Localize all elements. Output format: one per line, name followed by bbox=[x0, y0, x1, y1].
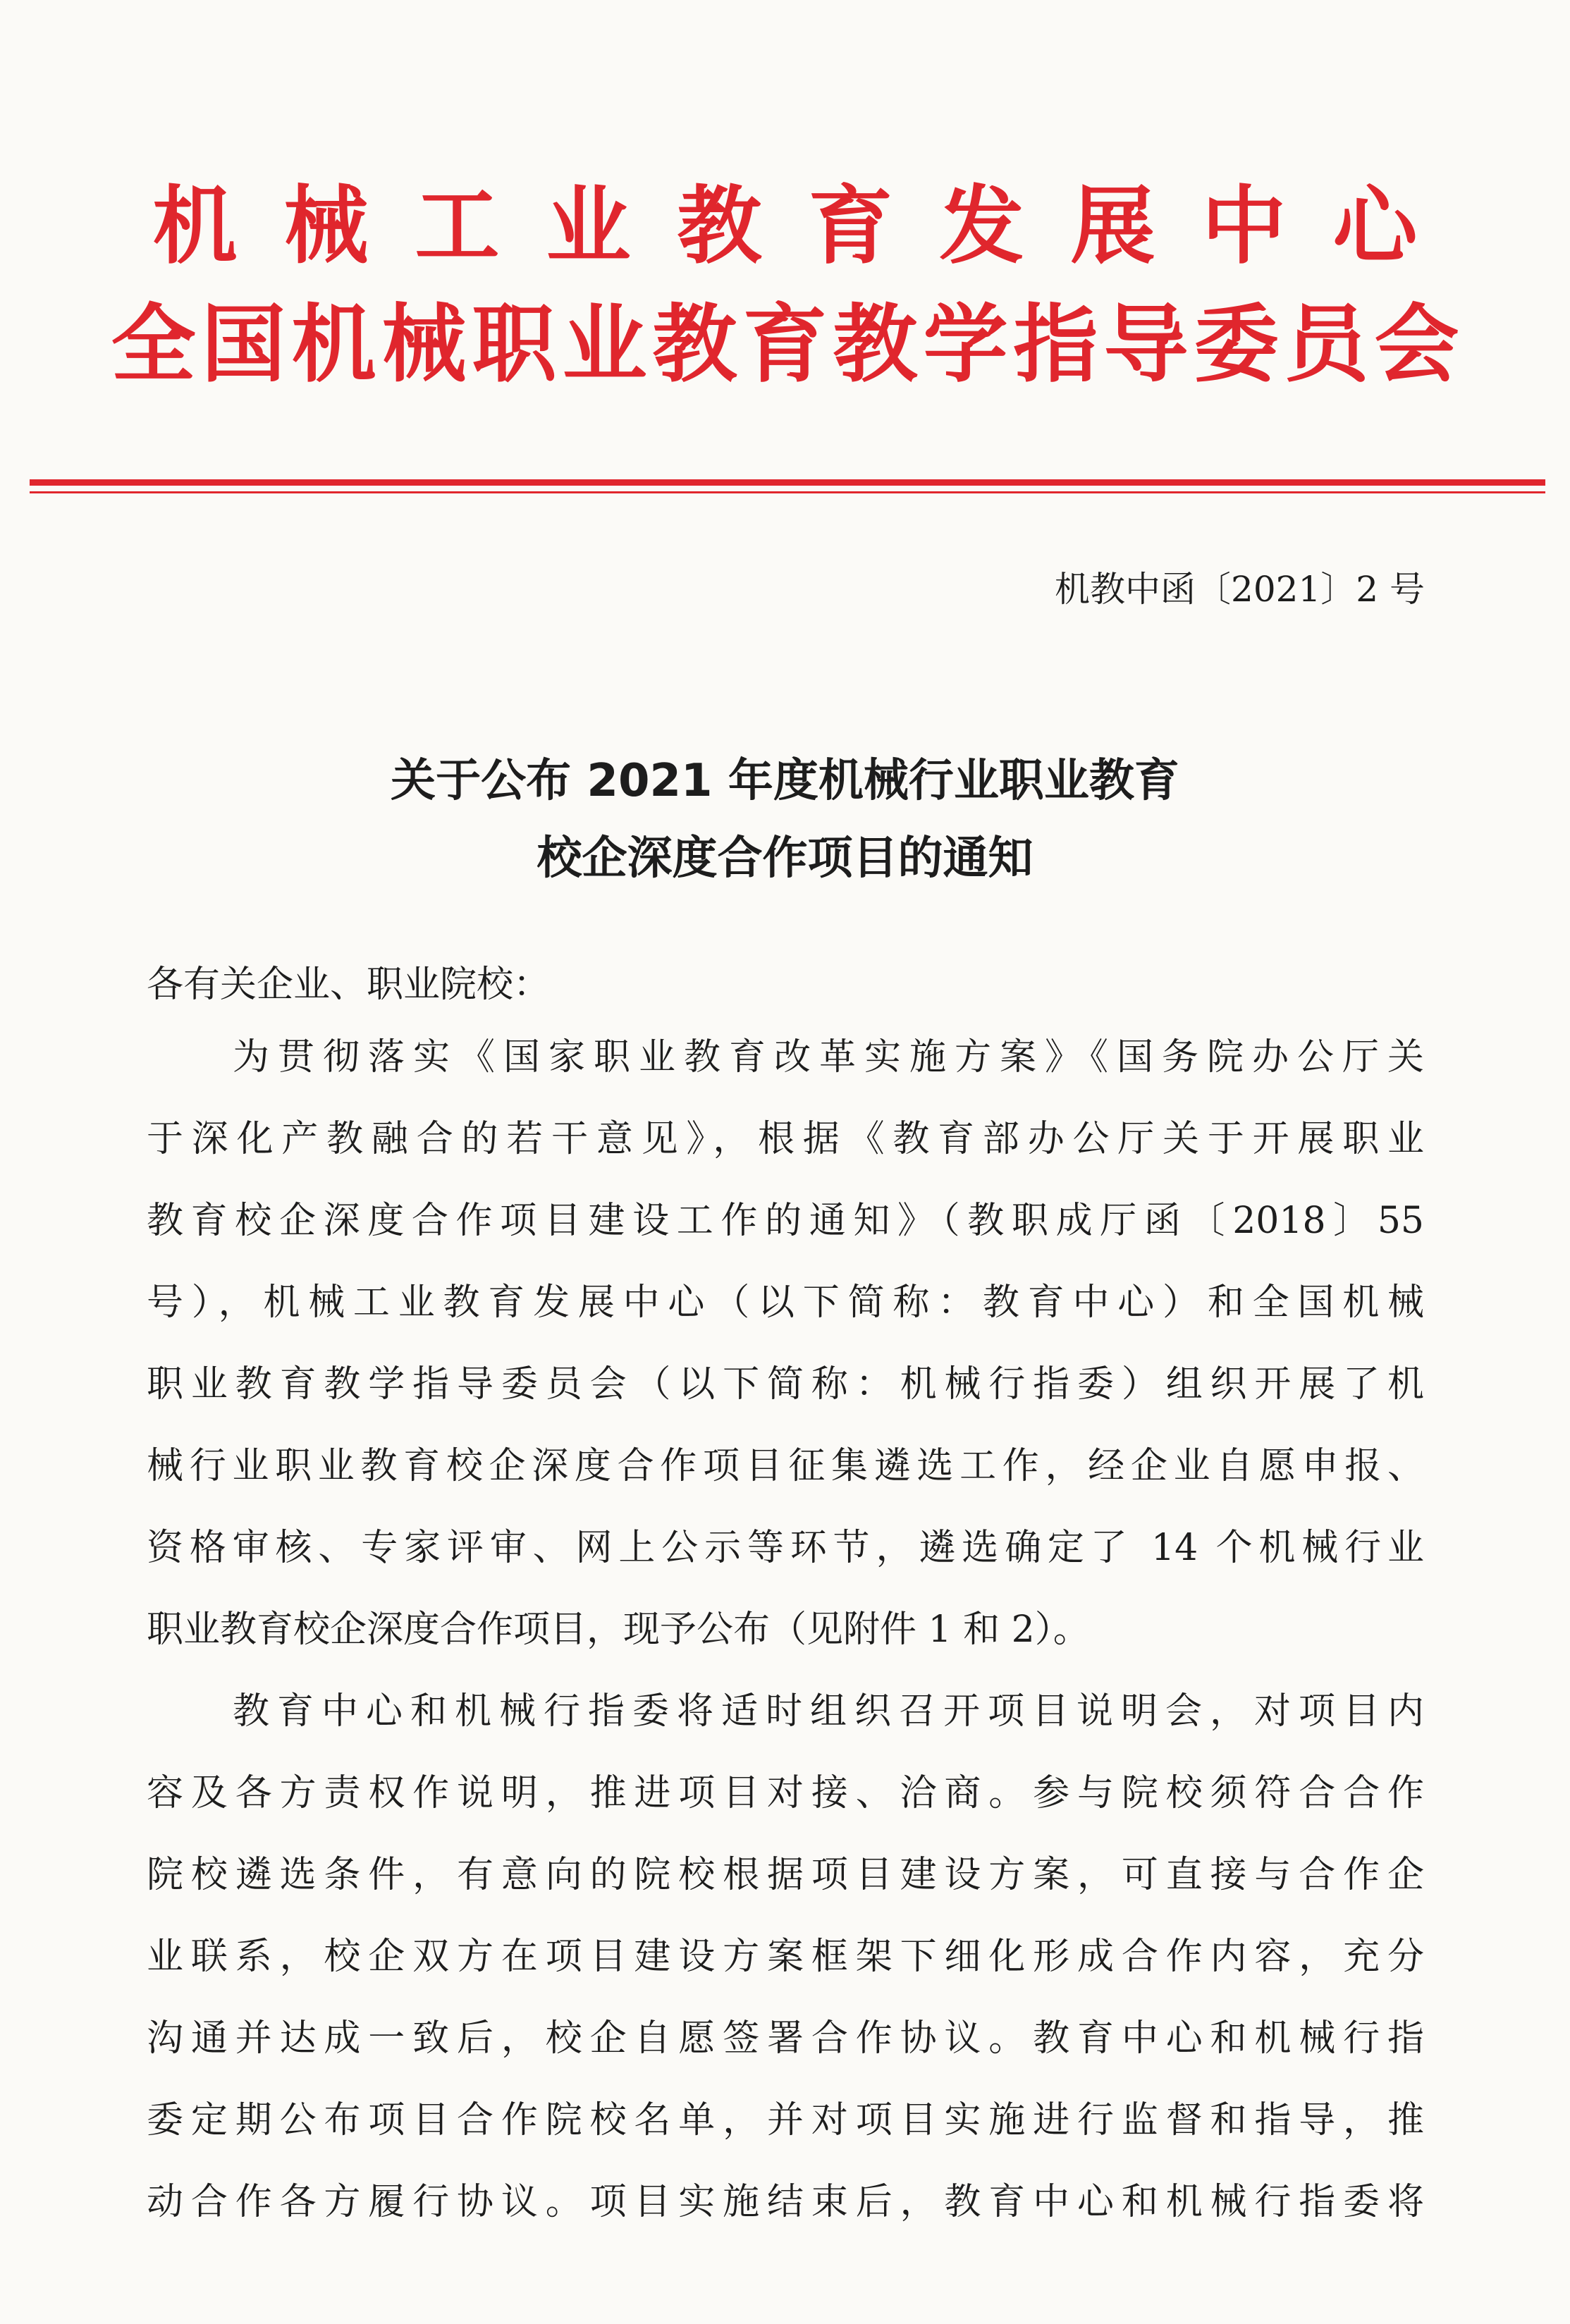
body-line: 职业教育校企深度合作项目，现予公布（见附件 1 和 2）。 bbox=[147, 1609, 1090, 1651]
red-header-rule-thin bbox=[30, 491, 1545, 493]
body-line: 教育校企深度合作项目建设工作的通知》（教职成厅函〔2018〕55 bbox=[147, 1200, 1424, 1242]
document-number: 机教中函〔2021〕2 号 bbox=[1055, 569, 1425, 610]
body-line: 于深化产教融合的若干意见》，根据《教育部办公厅关于开展职业 bbox=[147, 1118, 1424, 1160]
issuer-name-line-2: 全国机械职业教育教学指导委员会 bbox=[111, 296, 1465, 394]
body-line: 容及各方责权作说明，推进项目对接、洽商。参与院校须符合合作 bbox=[147, 1772, 1424, 1814]
body-line: 业联系，校企双方在项目建设方案框架下细化形成合作内容，充分 bbox=[147, 1936, 1424, 1978]
body-line: 号），机械工业教育发展中心（以下简称：教育中心）和全国机械 bbox=[147, 1281, 1424, 1324]
document-title-line-2: 校企深度合作项目的通知 bbox=[536, 832, 1034, 885]
body-line: 职业教育教学指导委员会（以下简称：机械行指委）组织开展了机 bbox=[147, 1363, 1424, 1406]
body-line: 为贯彻落实《国家职业教育改革实施方案》《国务院办公厅关 bbox=[233, 1036, 1424, 1078]
body-line: 动合作各方履行协议。项目实施结束后，教育中心和机械行指委将 bbox=[147, 2181, 1424, 2223]
salutation: 各有关企业、职业院校： bbox=[147, 964, 551, 1006]
document-title-line-1: 关于公布 2021 年度机械行业职业教育 bbox=[391, 755, 1179, 807]
body-line: 院校遴选条件，有意向的院校根据项目建设方案，可直接与合作企 bbox=[147, 1854, 1424, 1896]
body-line: 教育中心和机械行指委将适时组织召开项目说明会，对项目内 bbox=[233, 1690, 1424, 1733]
issuer-name-line-1: 机械工业教育发展中心 bbox=[152, 178, 1464, 276]
body-line: 沟通并达成一致后，校企自愿签署合作协议。教育中心和机械行指 bbox=[147, 2017, 1424, 2060]
red-header-rule-thick bbox=[30, 479, 1545, 486]
document-body bbox=[147, 1016, 1424, 2243]
body-line: 械行业职业教育校企深度合作项目征集遴选工作，经企业自愿申报、 bbox=[147, 1445, 1424, 1487]
body-line: 委定期公布项目合作院校名单，并对项目实施进行监督和指导，推 bbox=[147, 2099, 1424, 2141]
body-line: 资格审核、专家评审、网上公示等环节，遴选确定了 14 个机械行业 bbox=[147, 1527, 1424, 1569]
